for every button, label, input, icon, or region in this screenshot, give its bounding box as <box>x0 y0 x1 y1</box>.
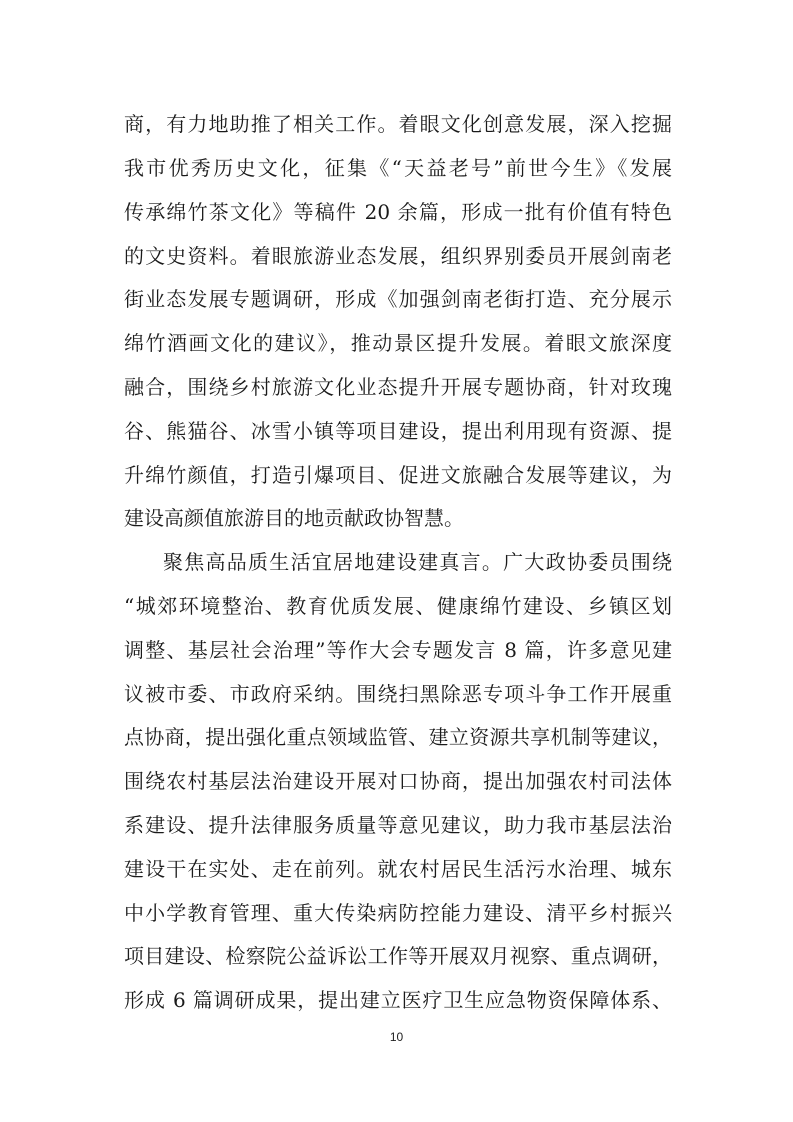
text-line: 传承绵竹茶文化》等稿件 20 余篇，形成一批有价值有特色 <box>124 200 672 224</box>
text-line: 系建设、提升法律服务质量等意见建议，助力我市基层法治 <box>124 813 672 837</box>
text-line: 融合，围绕乡村旅游文化业态提升开展专题协商，针对玫瑰 <box>124 375 672 399</box>
text-line: 街业态发展专题调研，形成《加强剑南老街打造、充分展示 <box>124 287 672 311</box>
text-line: 升绵竹颜值，打造引爆项目、促进文旅融合发展等建议，为 <box>124 463 672 487</box>
text-line: 聚焦高品质生活宜居地建设建真言。广大政协委员围绕 <box>163 550 672 574</box>
text-line: 议被市委、市政府采纳。围绕扫黑除恶专项斗争工作开展重 <box>124 682 672 706</box>
text-line: 商，有力地助推了相关工作。着眼文化创意发展，深入挖掘 <box>124 112 672 136</box>
text-line: 形成 6 篇调研成果，提出建立医疗卫生应急物资保障体系、 <box>124 988 672 1012</box>
text-line: 项目建设、检察院公益诉讼工作等开展双月视察、重点调研， <box>124 944 672 968</box>
text-line: 围绕农村基层法治建设开展对口协商，提出加强农村司法体 <box>124 769 672 793</box>
text-line: 建设高颜值旅游目的地贡献政协智慧。 <box>124 506 464 530</box>
text-line: 绵竹酒画文化的建议》，推动景区提升发展。着眼文旅深度 <box>124 331 672 355</box>
text-line: 调整、基层社会治理”等作大会专题发言 8 篇，许多意见建 <box>124 638 672 662</box>
page-number: 10 <box>389 1030 404 1044</box>
text-line: 的文史资料。着眼旅游业态发展，组织界别委员开展剑南老 <box>124 244 672 268</box>
text-line: 建设干在实处、走在前列。就农村居民生活污水治理、城东 <box>124 857 672 881</box>
text-line: “城郊环境整治、教育优质发展、健康绵竹建设、乡镇区划 <box>124 594 672 618</box>
text-line: 谷、熊猫谷、冰雪小镇等项目建设，提出利用现有资源、提 <box>124 419 672 443</box>
text-line: 我市优秀历史文化，征集《“天益老号”前世今生》《发展 <box>124 156 672 180</box>
text-line: 中小学教育管理、重大传染病防控能力建设、清平乡村振兴 <box>124 901 672 925</box>
text-line: 点协商，提出强化重点领域监管、建立资源共享机制等建议， <box>124 725 672 749</box>
